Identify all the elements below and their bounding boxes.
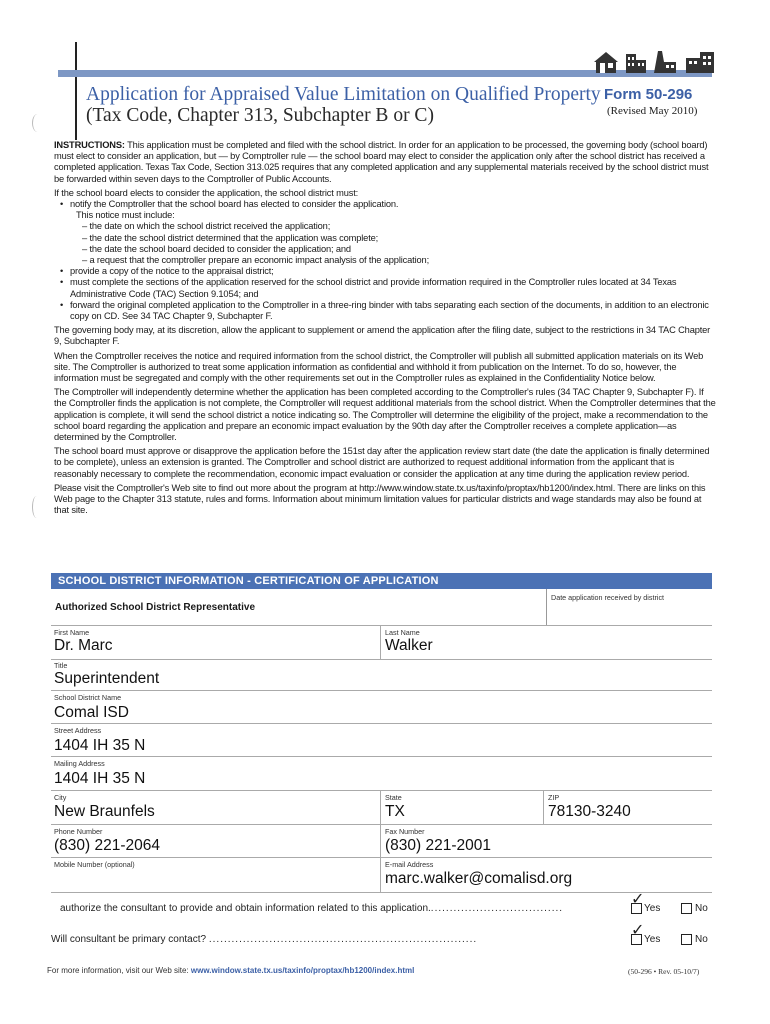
instructions-lead: INSTRUCTIONS: <box>54 140 125 150</box>
form-title: Application for Appraised Value Limitation on Qualified Property <box>86 84 601 105</box>
q1-yes-label: Yes <box>644 903 661 914</box>
phone-field[interactable]: (830) 221-2064 <box>54 837 160 854</box>
fax-field[interactable]: (830) 221-2001 <box>385 837 491 854</box>
scan-artifact <box>32 496 41 518</box>
phone-label: Phone Number <box>54 827 103 836</box>
field-divider <box>51 892 712 893</box>
q1-no-checkbox[interactable] <box>681 903 692 914</box>
form-number: Form 50-296 <box>604 86 693 103</box>
field-divider <box>51 659 712 660</box>
state-field[interactable]: TX <box>385 803 405 820</box>
instructions-text <box>54 140 718 520</box>
section-title: SCHOOL DISTRICT INFORMATION - CERTIFICATION OF APPLICATION <box>58 575 439 587</box>
revision-date: (Revised May 2010) <box>607 105 698 117</box>
field-divider <box>51 756 712 757</box>
list-item: • forward the original completed application to the Comptroller in a three-ring binder with tabs separating each section of the documents, in addition to an electronic copy on CD. See 34 TAC Chapter 9, Subchapter F. <box>70 300 718 322</box>
list-item: • provide a copy of the notice to the appraisal district; <box>70 266 718 277</box>
field-divider <box>51 690 712 691</box>
list-item: • must complete the sections of the application reserved for the school district and provide information required in the Comptroller rules located at 34 Texas Administrative Code (TAC) Section 9.1054; and <box>70 277 718 299</box>
q2-no-checkbox[interactable] <box>681 934 692 945</box>
mailing-field[interactable]: 1404 IH 35 N <box>54 770 146 787</box>
field-divider <box>543 790 544 824</box>
field-divider <box>51 790 712 791</box>
first-name-label: First Name <box>54 628 90 637</box>
question-authorize: authorize the consultant to provide and obtain information related to this application.................................... <box>60 903 564 914</box>
q2-no-label: No <box>695 934 708 945</box>
date-received-label: Date application received by district <box>551 593 665 602</box>
first-name-field[interactable]: Dr. Marc <box>54 637 113 654</box>
field-divider <box>51 723 712 724</box>
scan-artifact <box>32 114 43 132</box>
field-divider <box>51 857 712 858</box>
comptroller-logo-icon <box>592 48 718 74</box>
last-name-field[interactable]: Walker <box>385 637 433 654</box>
leader-dots: ....................................................................... <box>208 934 478 945</box>
street-label: Street Address <box>54 726 102 735</box>
instructions-p2: If the school board elects to consider the application, the school district must: <box>54 187 359 198</box>
fax-label: Fax Number <box>385 827 425 836</box>
instructions-p4: When the Comptroller receives the notice and required information from the school district, the Comptroller will publish all submitted application materials on its Web site. The Comptroller is authorized to treat some application information as confidential and withhold it from publication on the Internet. To do so, however, the information must be segregated and comply with the other requirements set out in the Comptroller rules as explained in the Confidentiality Notice below. <box>54 350 704 384</box>
leader-dots: ................................... <box>430 903 564 914</box>
last-name-label: Last Name <box>385 628 420 637</box>
district-field[interactable]: Comal ISD <box>54 704 129 721</box>
field-divider <box>51 824 712 825</box>
field-divider <box>51 625 712 626</box>
list-item: • notify the Comptroller that the school board has elected to consider the application. This notice must include: – the date on which the school district received the application; – the date the school district determined that the application was complete; – the date the school board decided to consider the application; and – a request that the comptroller prepare an economic impact analysis of the application; <box>70 199 718 266</box>
header-rule-vertical <box>75 42 77 140</box>
instructions-p5: The Comptroller will independently determine whether the application has been completed according to the Comptroller's rules (34 TAC Chapter 9, Subchapter F). If the Comptroller finds the application is not complete, the Comptroller will request additional materials from the school district. When the Comptroller determines that the application is complete, it will send the school district a notice indicating so. The Comptroller will determine the eligibility of the project, make a recommendation to the school board regarding the application and prepare an economic impact evaluation by the 90th day after the Comptroller receives a complete application—as determined by the Comptroller. <box>54 387 716 443</box>
instructions-list <box>54 199 718 322</box>
street-field[interactable]: 1404 IH 35 N <box>54 737 146 754</box>
footer-revision: (50-296 • Rev. 05-10/7) <box>628 967 700 976</box>
footer-info: For more information, visit our Web site: www.window.state.tx.us/taxinfo/proptax/hb1200/index.html <box>47 966 415 975</box>
mailing-label: Mailing Address <box>54 759 105 768</box>
state-label: State <box>385 793 402 802</box>
checkmark-icon: ✓ <box>631 891 645 908</box>
checkmark-icon: ✓ <box>631 922 645 939</box>
instructions-p1: INSTRUCTIONS: This application must be completed and filed with the school district. In order for an application to be processed, the governing body (school board) must elect to consider an application, but — by Comptroller rule — the school board may elect to consider the application only after the school district has received a completed application. Texas Tax Code, Section 313.025 requires that any completed application and any supplemental materials received by the school district must be forwarded within seven days to the Comptroller of Public Accounts. <box>54 140 709 184</box>
email-label: E-mail Address <box>385 860 434 869</box>
city-label: City <box>54 793 67 802</box>
email-field[interactable]: marc.walker@comalisd.org <box>385 870 573 887</box>
instructions-p3: The governing body may, at its discretion, allow the applicant to supplement or amend the application after the filing date, subject to the restrictions in 34 TAC Chapter 9, Subchapter F. <box>54 325 711 347</box>
question-primary-contact: Will consultant be primary contact? ....................................................................... <box>51 934 478 945</box>
field-divider <box>380 790 381 824</box>
mobile-label: Mobile Number (optional) <box>54 860 135 869</box>
instructions-p6: The school board must approve or disapprove the application before the 151st day after the application review start date (the date the application is finally determined to be complete), unless an extension is granted. The Comptroller and school district are authorized to request additional information from the applicant that is reasonably necessary to complete the recommendation, economic impact evaluation or consider the application at any time during the application review period. <box>54 446 710 479</box>
zip-field[interactable]: 78130-3240 <box>548 803 631 820</box>
q1-no-label: No <box>695 903 708 914</box>
field-divider <box>380 824 381 892</box>
authorized-rep-heading: Authorized School District Representative <box>55 602 256 613</box>
instructions-p7: Please visit the Comptroller's Web site to find out more about the program at http://www.window.state.tx.us/taxinfo/proptax/hb1200/index.html. There are links on this Web page to the Chapter 313 statute, rules and forms. Information about minimum limitation values for particular districts and wage standards may also be found at that site. <box>54 482 706 516</box>
district-label: School District Name <box>54 693 122 702</box>
zip-label: ZIP <box>548 793 560 802</box>
title-field[interactable]: Superintendent <box>54 670 160 687</box>
form-subtitle: (Tax Code, Chapter 313, Subchapter B or C) <box>86 105 434 126</box>
field-divider <box>380 625 381 659</box>
q2-yes-label: Yes <box>644 934 661 945</box>
city-field[interactable]: New Braunfels <box>54 803 155 820</box>
title-label: Title <box>54 661 68 670</box>
footer-link[interactable]: www.window.state.tx.us/taxinfo/proptax/hb1200/index.html <box>190 966 415 975</box>
